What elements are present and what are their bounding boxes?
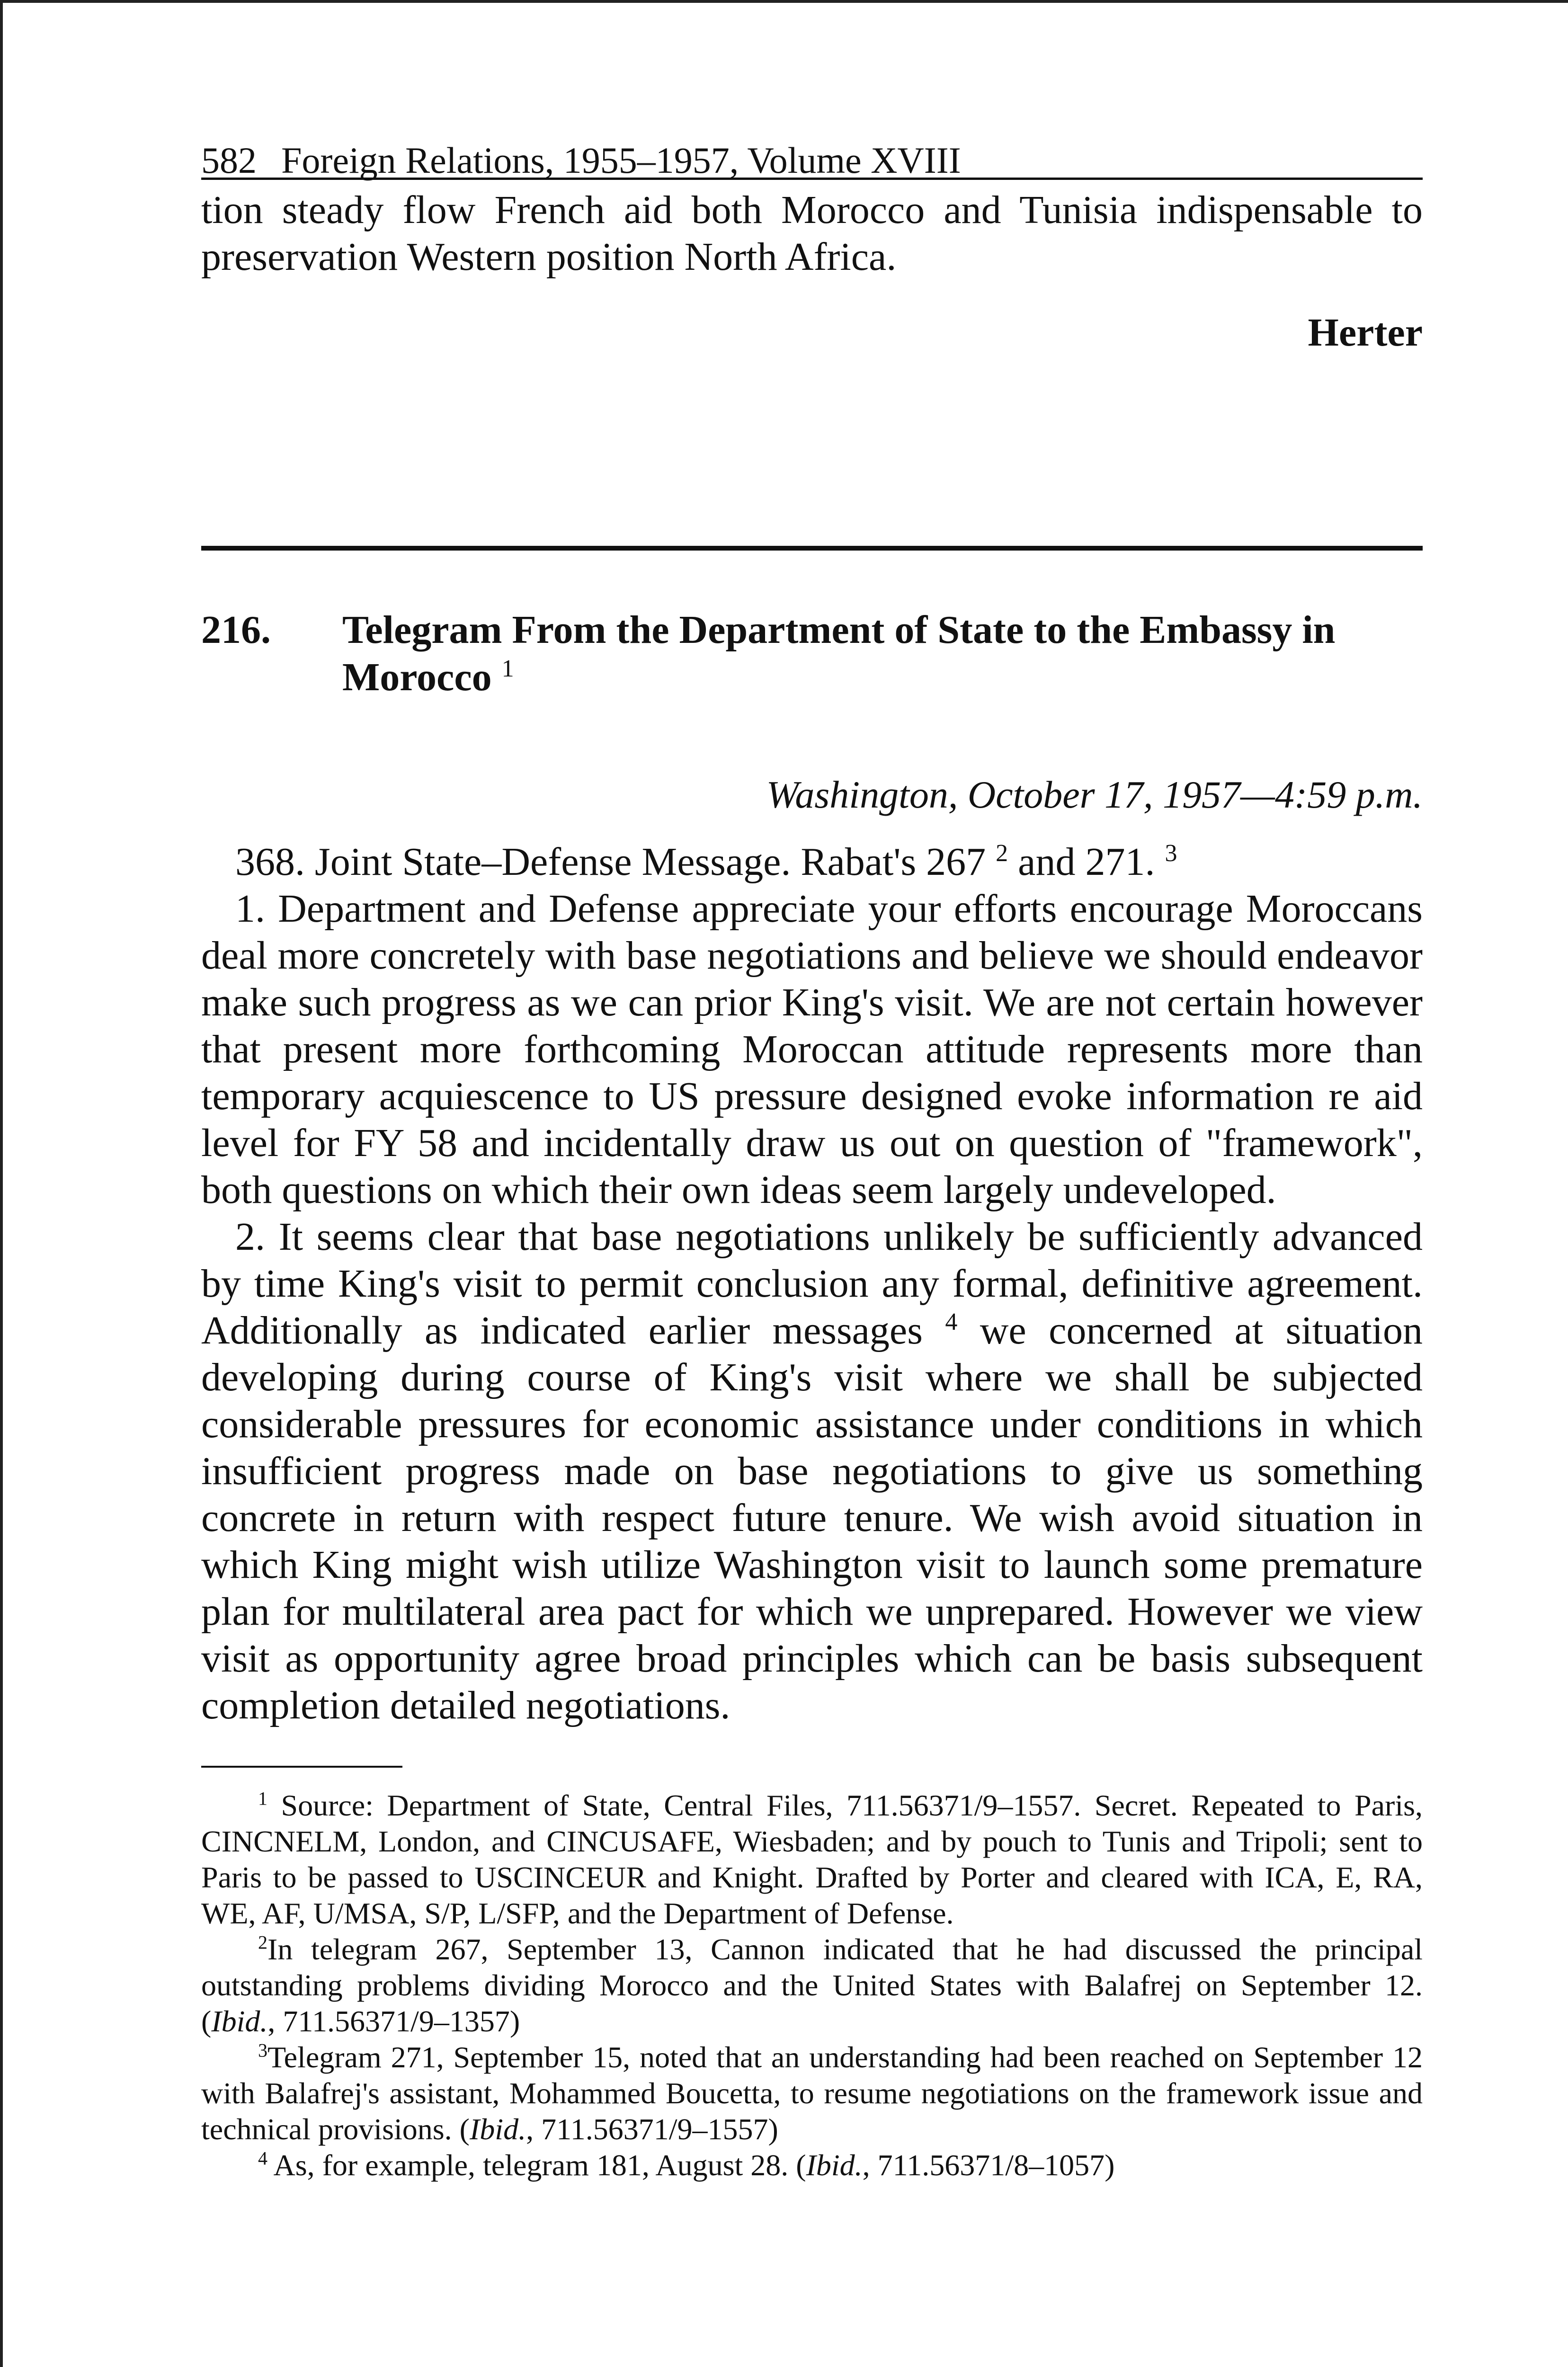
- footnote-marker: 1: [258, 1788, 267, 1809]
- document-page: [201, 128, 1423, 2183]
- running-title: Foreign Relations, 1955–1957, Volume XVIII: [281, 140, 961, 181]
- ibid-citation: Ibid.: [469, 2112, 526, 2146]
- scan-border-top: [0, 0, 1568, 3]
- document-heading: [201, 606, 1423, 701]
- section-divider: [201, 546, 1423, 551]
- footnote-separator: [201, 1766, 402, 1768]
- footnote-marker: 4: [258, 2147, 267, 2169]
- footnote-ref-1: 1: [501, 655, 514, 682]
- signature: Herter: [1308, 311, 1423, 355]
- ibid-citation: Ibid.: [806, 2148, 863, 2182]
- footnote-text: Telegram 271, September 15, noted that an understanding had been reached on September 12 with Balafrej's assistant, Mohammed Boucetta, to resume negotiations on the framework issue and technical provisions. (: [201, 2040, 1423, 2146]
- footnotes: [201, 1788, 1423, 2183]
- footnote-text: In telegram 267, September 13, Cannon indicated that he had discussed the principal outstanding problems dividing Morocco and the United States with Balafrej on September 12. (: [201, 1932, 1423, 2038]
- footnote-text: Source: Department of State, Central Files, 711.56371/9–1557. Secret. Repeated to Paris, CINCNELM, London, and CINCUSAFE, Wiesbaden; and by pouch to Tunis and Tripoli; sent to Paris to be passed to USCINCEUR and Knight. Drafted by Porter and cleared with ICA, E, RA, WE, AF, U/MSA, S/P, L/SFP, and the Department of Defense.: [201, 1789, 1423, 1930]
- footnote-tail: , 711.56371/9–1557): [526, 2112, 778, 2146]
- document-title: Telegram From the Department of State to the Embassy in Morocco: [342, 608, 1336, 699]
- message-opening: [201, 838, 1423, 885]
- opening-text: 368. Joint State–Defense Message. Rabat's 267: [235, 840, 986, 884]
- footnote-ref-4: 4: [945, 1308, 958, 1335]
- footnote-1: [201, 1788, 1423, 1931]
- paragraph-1: 1. Department and Defense appreciate your efforts encourage Moroccans deal more concretely with base negotiations and believe we should endeavor make such progress as we can prior King's visit. We are not certain however that present more forthcoming Moroccan attitude represents more than temporary acquiescence to US pressure designed evoke information re aid level for FY 58 and incidentally draw us out on question of "framework", both questions on which their own ideas seem largely undeveloped.: [201, 887, 1423, 1212]
- paragraph-2: [201, 1213, 1423, 1729]
- opening-mid: and 271.: [1008, 840, 1155, 884]
- footnote-tail: , 711.56371/8–1057): [862, 2148, 1115, 2182]
- footnote-3: [201, 2039, 1423, 2147]
- footnote-tail: , 711.56371/9–1357): [267, 2004, 520, 2038]
- footnote-marker: 2: [258, 1931, 267, 1953]
- running-header: [201, 128, 1423, 180]
- scan-border-left: [0, 0, 3, 2367]
- document-number: 216.: [201, 608, 271, 652]
- paragraph-2-part-a: 2. It seems clear that base negotiations unlikely be sufficiently advanced by time King's visit to permit conclusion any formal, definitive agreement. Additionally as indicated earlier messages: [201, 1215, 1423, 1353]
- footnote-2: [201, 1931, 1423, 2039]
- document-title-wrapper: [342, 606, 1423, 701]
- paragraph-2-part-b: we concerned at situation developing during course of King's visit where we shall be subjected considerable pressures for economic assistance under conditions in which insufficient progress made on base negotiations to give us something concrete in return with respect future tenure. We wish avoid situation in which King might wish utilize Washington visit to launch some premature plan for multilateral area pact for which we unprepared. However we view visit as opportunity agree broad principles which can be basis subsequent completion detailed negotiations.: [201, 1308, 1423, 1727]
- ibid-citation: Ibid.: [211, 2004, 268, 2038]
- footnote-ref-3: 3: [1165, 840, 1177, 867]
- page-number: 582: [201, 140, 257, 181]
- footnote-ref-2: 2: [996, 840, 1008, 867]
- continuation-paragraph: tion steady flow French aid both Morocco and Tunisia indispensable to preservation Western position North Africa.: [201, 188, 1423, 279]
- dateline: Washington, October 17, 1957—4:59 p.m.: [766, 773, 1423, 816]
- footnote-marker: 3: [258, 2039, 267, 2061]
- footnote-4: [201, 2147, 1423, 2183]
- footnote-text: As, for example, telegram 181, August 28. (: [273, 2148, 806, 2182]
